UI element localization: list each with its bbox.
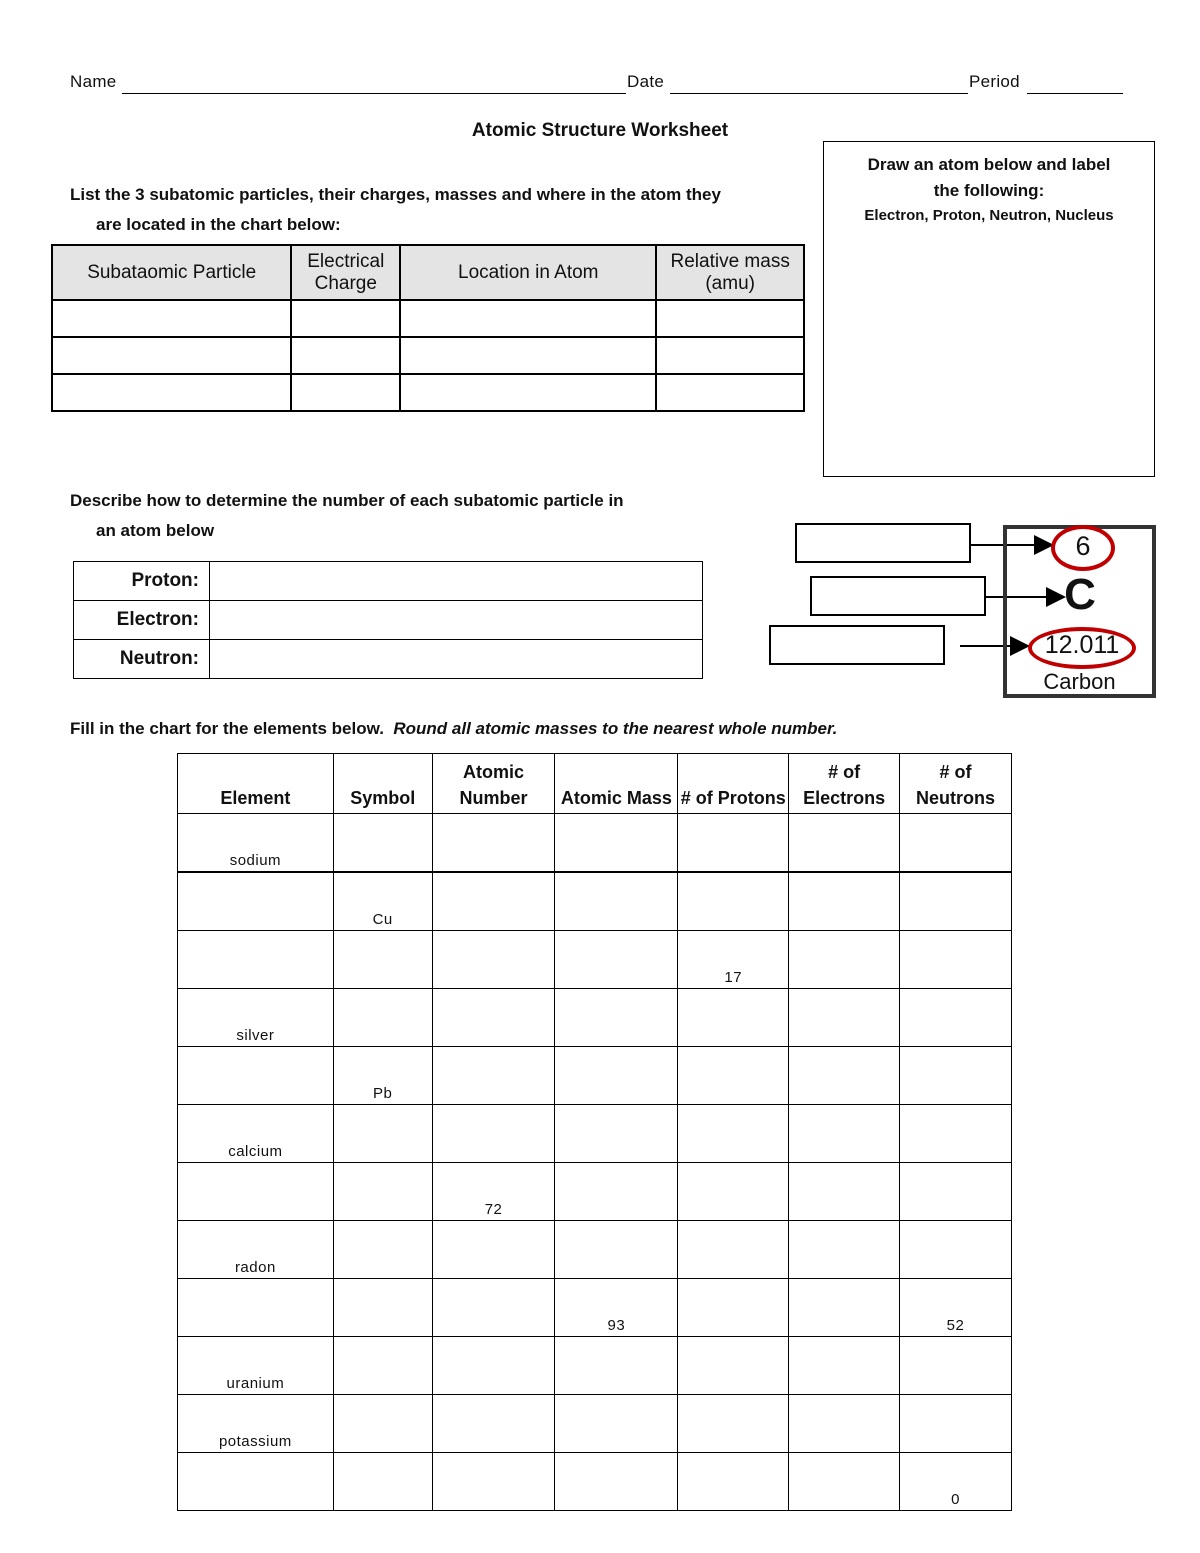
table-cell[interactable] bbox=[678, 1221, 789, 1279]
table-cell[interactable] bbox=[789, 1453, 900, 1511]
table-cell[interactable] bbox=[333, 931, 432, 989]
table-row bbox=[178, 1337, 1012, 1395]
proton-label: Proton: bbox=[74, 562, 210, 601]
table-cell[interactable] bbox=[432, 1047, 555, 1105]
col-protons: # of Protons bbox=[678, 754, 789, 814]
table-cell[interactable] bbox=[789, 989, 900, 1047]
table-cell[interactable] bbox=[678, 1105, 789, 1163]
name-label: Name bbox=[70, 72, 117, 91]
neutron-label: Neutron: bbox=[74, 640, 210, 679]
table-cell[interactable]: radon bbox=[178, 1221, 334, 1279]
table-row bbox=[178, 1221, 1012, 1279]
table-cell[interactable]: Pb bbox=[333, 1047, 432, 1105]
table-cell[interactable] bbox=[789, 1395, 900, 1453]
answer-cell[interactable] bbox=[52, 337, 291, 374]
table-cell[interactable] bbox=[432, 1395, 555, 1453]
col-neutrons: # of Neutrons bbox=[900, 754, 1012, 814]
table-cell[interactable] bbox=[333, 1453, 432, 1511]
table-cell[interactable] bbox=[555, 1453, 678, 1511]
elements-table bbox=[177, 753, 1012, 1511]
table-cell[interactable] bbox=[900, 1047, 1012, 1105]
table-cell[interactable] bbox=[900, 989, 1012, 1047]
col-relative-mass: Relative mass (amu) bbox=[656, 245, 804, 300]
mass-answer-box[interactable] bbox=[769, 625, 945, 665]
col-electrical-charge: Electrical Charge bbox=[291, 245, 400, 300]
table-cell[interactable] bbox=[432, 989, 555, 1047]
electron-label: Electron: bbox=[74, 601, 210, 640]
period-label: Period bbox=[969, 72, 1020, 91]
name-field[interactable] bbox=[122, 93, 626, 94]
answer-cell[interactable] bbox=[656, 374, 804, 411]
table-row bbox=[74, 601, 703, 640]
table-cell[interactable] bbox=[789, 1163, 900, 1221]
table-cell[interactable] bbox=[678, 1395, 789, 1453]
col-location-in-atom: Location in Atom bbox=[400, 245, 656, 300]
worksheet-title: Atomic Structure Worksheet bbox=[471, 120, 729, 141]
drawbox-line1: Draw an atom below and label bbox=[867, 155, 1111, 174]
table-row bbox=[74, 562, 703, 601]
section1-instruction-line2: are located in the chart below: bbox=[96, 215, 341, 234]
table-cell[interactable]: silver bbox=[178, 989, 334, 1047]
subatomic-table bbox=[51, 244, 805, 412]
table-cell[interactable] bbox=[555, 989, 678, 1047]
table-cell[interactable] bbox=[678, 1337, 789, 1395]
table-cell[interactable] bbox=[678, 872, 789, 931]
table-cell[interactable] bbox=[555, 1047, 678, 1105]
section2-instruction-line1: Describe how to determine the number of each subatomic particle in bbox=[70, 491, 624, 510]
table-cell[interactable] bbox=[900, 1105, 1012, 1163]
table-cell[interactable] bbox=[900, 931, 1012, 989]
col-subatomic-particle: Subataomic Particle bbox=[52, 245, 291, 300]
table-cell[interactable] bbox=[678, 989, 789, 1047]
electron-answer[interactable] bbox=[210, 601, 703, 640]
table-cell[interactable] bbox=[555, 1337, 678, 1395]
table-row bbox=[52, 300, 804, 337]
table-cell[interactable] bbox=[900, 872, 1012, 931]
period-field[interactable] bbox=[1027, 93, 1123, 94]
table-cell[interactable]: 0 bbox=[900, 1453, 1012, 1511]
table-row bbox=[178, 931, 1012, 989]
table-cell[interactable] bbox=[555, 1395, 678, 1453]
answer-cell[interactable] bbox=[291, 337, 400, 374]
carbon-symbol: C bbox=[1064, 570, 1096, 619]
table-cell[interactable] bbox=[432, 1453, 555, 1511]
table-cell[interactable] bbox=[432, 1337, 555, 1395]
table-cell[interactable] bbox=[555, 1105, 678, 1163]
table-cell[interactable]: calcium bbox=[178, 1105, 334, 1163]
table-row bbox=[178, 872, 1012, 931]
table-row bbox=[52, 337, 804, 374]
col-atomic-mass: Atomic Mass bbox=[555, 754, 678, 814]
table-row bbox=[178, 989, 1012, 1047]
drawbox-line3: Electron, Proton, Neutron, Nucleus bbox=[864, 207, 1114, 224]
table-cell[interactable] bbox=[789, 931, 900, 989]
table-cell[interactable] bbox=[900, 1163, 1012, 1221]
section1-instruction-line1: List the 3 subatomic particles, their charges, masses and where in the atom they bbox=[70, 185, 721, 204]
proton-answer[interactable] bbox=[210, 562, 703, 601]
table-cell[interactable] bbox=[333, 1221, 432, 1279]
table-cell[interactable] bbox=[333, 1105, 432, 1163]
table-cell[interactable] bbox=[432, 1221, 555, 1279]
table-cell[interactable]: 52 bbox=[900, 1279, 1012, 1337]
table-cell[interactable] bbox=[555, 814, 678, 873]
table-cell[interactable] bbox=[432, 814, 555, 873]
section2-instruction bbox=[70, 486, 730, 546]
table-cell[interactable] bbox=[789, 814, 900, 873]
col-element: Element bbox=[178, 754, 334, 814]
table-cell[interactable] bbox=[789, 1337, 900, 1395]
table-cell[interactable] bbox=[333, 1279, 432, 1337]
table-cell[interactable]: sodium bbox=[178, 814, 334, 873]
table-cell[interactable] bbox=[333, 989, 432, 1047]
table-cell[interactable] bbox=[678, 1453, 789, 1511]
answer-cell[interactable] bbox=[400, 374, 656, 411]
particle-count-table bbox=[73, 561, 703, 679]
carbon-mass: 12.011 bbox=[1044, 631, 1120, 659]
table-cell[interactable]: potassium bbox=[178, 1395, 334, 1453]
table-row bbox=[178, 1279, 1012, 1337]
drawbox-line2: the following: bbox=[933, 181, 1045, 200]
table-cell[interactable] bbox=[789, 1279, 900, 1337]
atomic-number-answer-box[interactable] bbox=[795, 523, 971, 563]
table-cell[interactable] bbox=[432, 1105, 555, 1163]
table-row bbox=[52, 374, 804, 411]
table-cell[interactable]: 72 bbox=[432, 1163, 555, 1221]
table-cell[interactable] bbox=[178, 1163, 334, 1221]
section3-instruction-italic: Round all atomic masses to the nearest whole number. bbox=[393, 719, 838, 738]
table-cell[interactable] bbox=[178, 872, 334, 931]
table-row bbox=[178, 1047, 1012, 1105]
date-label: Date bbox=[627, 72, 665, 91]
table-cell[interactable] bbox=[678, 814, 789, 873]
table-cell[interactable] bbox=[678, 1163, 789, 1221]
table-cell[interactable] bbox=[789, 1221, 900, 1279]
table-row bbox=[178, 1163, 1012, 1221]
table-cell[interactable]: Cu bbox=[333, 872, 432, 931]
table-cell[interactable] bbox=[432, 1279, 555, 1337]
table-cell[interactable] bbox=[432, 931, 555, 989]
table-cell[interactable] bbox=[678, 1279, 789, 1337]
col-symbol: Symbol bbox=[333, 754, 432, 814]
date-field[interactable] bbox=[670, 93, 968, 94]
answer-cell[interactable] bbox=[52, 374, 291, 411]
table-row bbox=[178, 1395, 1012, 1453]
table-cell[interactable] bbox=[333, 1395, 432, 1453]
col-atomic-number: Atomic Number bbox=[432, 754, 555, 814]
section2-instruction-line2: an atom below bbox=[96, 521, 215, 540]
table-cell[interactable] bbox=[555, 872, 678, 931]
table-row bbox=[178, 1105, 1012, 1163]
table-cell[interactable] bbox=[555, 931, 678, 989]
answer-cell[interactable] bbox=[656, 337, 804, 374]
table-cell[interactable] bbox=[178, 1279, 334, 1337]
carbon-atomic-number: 6 bbox=[1075, 531, 1091, 561]
table-cell[interactable] bbox=[432, 872, 555, 931]
section1-instruction bbox=[70, 180, 810, 240]
table-cell[interactable] bbox=[789, 1105, 900, 1163]
table-cell[interactable] bbox=[333, 814, 432, 873]
table-cell[interactable] bbox=[555, 1163, 678, 1221]
table-cell[interactable] bbox=[555, 1221, 678, 1279]
carbon-name: Carbon bbox=[1043, 669, 1116, 694]
answer-cell[interactable] bbox=[291, 374, 400, 411]
table-row bbox=[178, 814, 1012, 873]
neutron-answer[interactable] bbox=[210, 640, 703, 679]
answer-cell[interactable] bbox=[400, 300, 656, 337]
table-cell[interactable] bbox=[900, 1395, 1012, 1453]
answer-cell[interactable] bbox=[52, 300, 291, 337]
table-cell[interactable] bbox=[678, 1047, 789, 1105]
answer-cell[interactable] bbox=[400, 337, 656, 374]
table-cell[interactable] bbox=[900, 814, 1012, 873]
table-cell[interactable] bbox=[178, 1047, 334, 1105]
table-cell[interactable] bbox=[333, 1337, 432, 1395]
table-cell[interactable]: 93 bbox=[555, 1279, 678, 1337]
answer-cell[interactable] bbox=[656, 300, 804, 337]
table-cell[interactable] bbox=[178, 1453, 334, 1511]
table-cell[interactable] bbox=[789, 872, 900, 931]
table-cell[interactable] bbox=[789, 1047, 900, 1105]
table-cell[interactable]: uranium bbox=[178, 1337, 334, 1395]
elements-table-header bbox=[178, 754, 1012, 814]
table-cell[interactable] bbox=[900, 1221, 1012, 1279]
table-cell[interactable] bbox=[178, 931, 334, 989]
table-row bbox=[178, 1453, 1012, 1511]
table-cell[interactable]: 17 bbox=[678, 931, 789, 989]
table-cell[interactable] bbox=[333, 1163, 432, 1221]
answer-cell[interactable] bbox=[291, 300, 400, 337]
table-cell[interactable] bbox=[900, 1337, 1012, 1395]
subatomic-table-header bbox=[52, 245, 804, 300]
col-electrons: # of Electrons bbox=[789, 754, 900, 814]
section3-instruction-text: Fill in the chart for the elements below. bbox=[70, 719, 384, 738]
section3-instruction bbox=[70, 714, 1070, 744]
draw-atom-box[interactable] bbox=[823, 141, 1155, 477]
table-row bbox=[74, 640, 703, 679]
